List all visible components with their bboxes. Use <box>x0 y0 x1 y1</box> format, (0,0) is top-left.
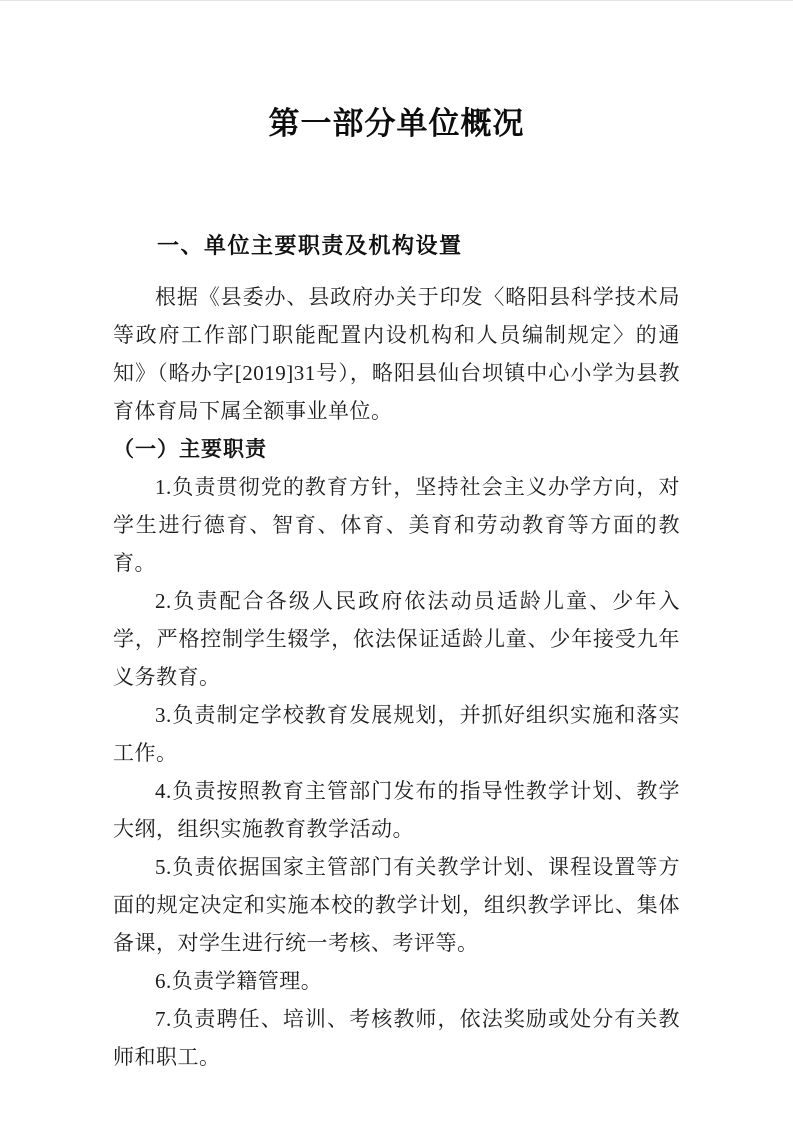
duty-item-3: 3.负责制定学校教育发展规划，并抓好组织实施和落实工作。 <box>113 703 680 765</box>
document-title: 第一部分单位概况 <box>268 106 525 141</box>
duty-item-1: 1.负责贯彻党的教育方针，坚持社会主义办学方向，对学生进行德育、智育、体育、美育和劳动教育等方面的教育。 <box>113 475 680 575</box>
duty-item-6: 6.负责学籍管理。 <box>155 969 323 993</box>
duty-item-7: 7.负责聘任、培训、考核教师，依法奖励或处分有关教师和职工。 <box>113 1007 680 1069</box>
duty-item-5: 5.负责依据国家主管部门有关教学计划、课程设置等方面的规定决定和实施本校的教学计划，组织教学评比、集体备课，对学生进行统一考核、考评等。 <box>113 855 680 955</box>
subsection-heading: （一）主要职责 <box>113 437 267 461</box>
intro-paragraph: 根据《县委办、县政府办关于印发〈略阳县科学技术局等政府工作部门职能配置内设机构和人员编制规定〉的通知》（略办字[2019]31号），略阳县仙台坝镇中心小学为县教育体育局下属全额事业单位。 <box>113 285 680 423</box>
duty-item-2: 2.负责配合各级人民政府依法动员适龄儿童、少年入学，严格控制学生辍学，依法保证适龄儿童、少年接受九年义务教育。 <box>113 589 680 689</box>
duty-item-4: 4.负责按照教育主管部门发布的指导性教学计划、教学大纲，组织实施教育教学活动。 <box>113 779 680 841</box>
section-heading: 一、单位主要职责及机构设置 <box>157 233 463 258</box>
